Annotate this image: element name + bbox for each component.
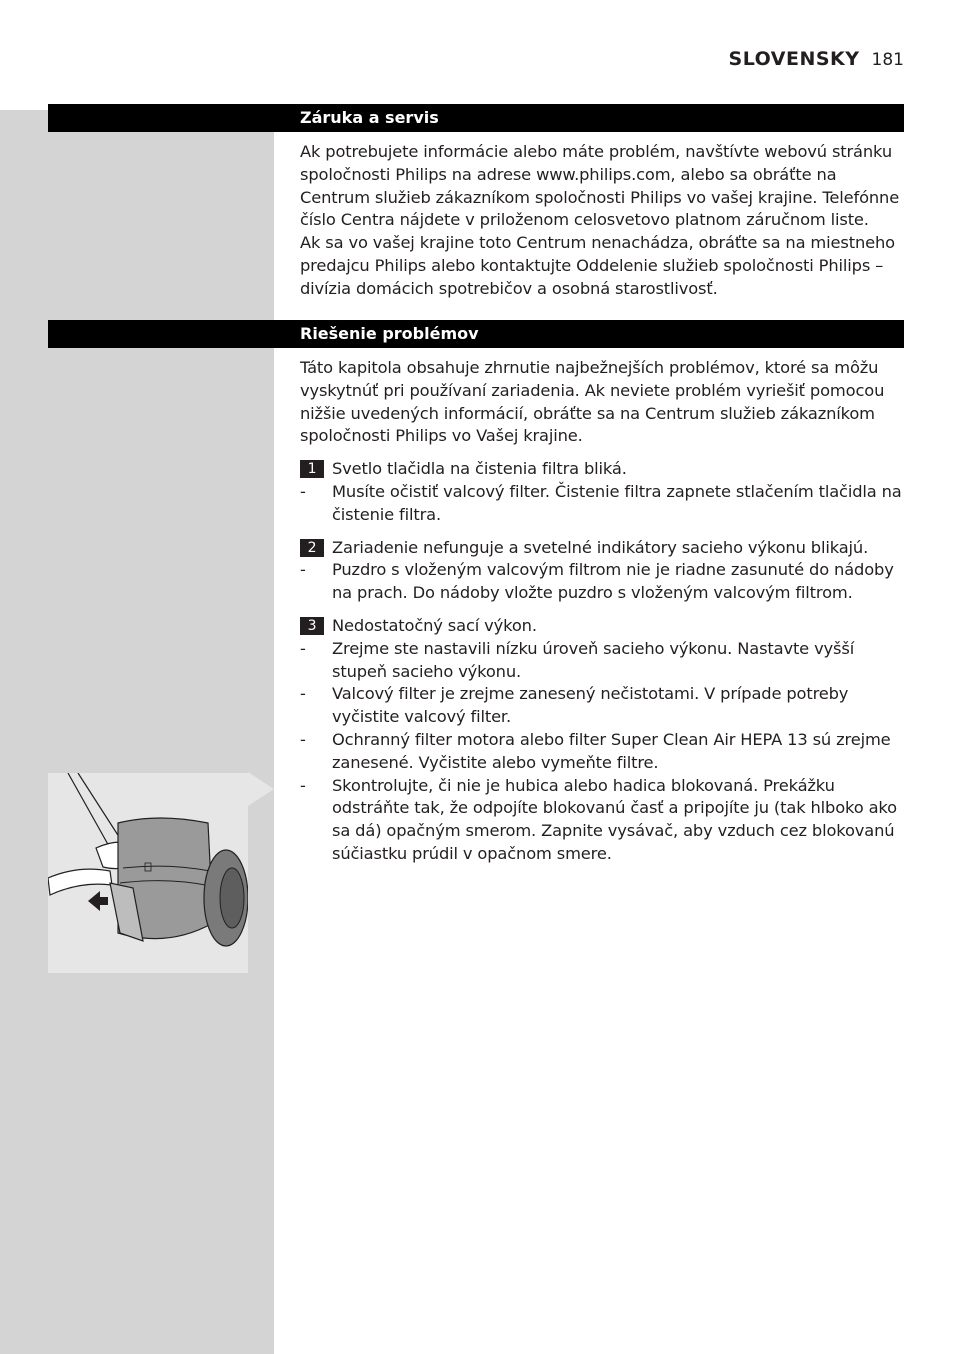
solution-item [300,559,904,605]
section-header-troubleshooting [48,320,904,348]
solution-text: Musíte očistiť valcový filter. Čistenie filtra zapnete stlačením tlačidla na čistenie filtra. [332,481,902,524]
bullet-dash: - [300,775,306,795]
text-line: Táto kapitola obsahuje zhrnutie najbežnejších problémov, ktoré sa môžu [300,358,879,377]
text-line: Ak sa vo vašej krajine toto Centrum nenachádza, obráťte sa na miestneho [300,233,895,253]
bullet-dash: - [300,729,306,749]
vacuum-illustration [48,773,248,973]
figure-pointer-arrow [248,772,274,806]
solution-item [300,775,904,866]
text-line: divízia domácich spotrebičov a osobná starostlivosť. [300,278,718,298]
text-line: predajcu Philips alebo kontaktujte Oddelenie služieb spoločnosti Philips – [300,255,884,275]
bullet-dash: - [300,638,306,658]
problem-item [300,458,904,481]
page-header [729,48,904,70]
section-title: Riešenie problémov [300,324,479,343]
solution-item [300,481,904,527]
problem-number: 1 [300,460,324,478]
solution-item [300,638,904,684]
warranty-text [300,141,904,301]
text-line: spoločnosti Philips vo Vašej krajine. [300,426,583,446]
troubleshooting-text [300,357,904,866]
text-line: Ak potrebujete informácie alebo máte problém, navštívte webovú stránku [300,142,893,161]
problem-text: Svetlo tlačidla na čistenia filtra bliká. [332,459,627,479]
bullet-dash: - [300,481,306,501]
text-line: vyskytnúť pri používaní zariadenia. Ak neviete problém vyriešiť pomocou [300,380,885,400]
text-line: nižšie uvedených informácií, obráťte sa na Centrum služieb zákazníkom [300,403,875,423]
solution-text: Skontrolujte, či nie je hubica alebo hadica blokovaná. Prekážku odstráňte tak, že odpojíte blokovanú časť a pripojíte ju (tak hlboko ako sa dá) opačným smerom. Zapnite vysávač, aby vzduch cez blokovanú súčiastku prúdil v opačnom smere. [332,775,897,863]
text-line: číslo Centra nájdete v priloženom celosvetovo platnom záručnom liste. [300,210,869,230]
problem-number: 2 [300,539,324,557]
language-label: SLOVENSKY [728,48,860,70]
problem-item [300,615,904,638]
section-header-warranty [48,104,904,132]
bullet-dash: - [300,684,306,704]
problem-text: Nedostatočný sací výkon. [332,615,537,635]
section-title: Záruka a servis [300,108,439,127]
solution-text: Puzdro s vloženým valcovým filtrom nie je riadne zasunuté do nádoby na prach. Do nádoby vložte puzdro s vloženým valcovým filtrom. [332,560,894,603]
problem-text: Zariadenie nefunguje a svetelné indikátory sacieho výkonu blikajú. [332,537,869,557]
solution-text: Ochranný filter motora alebo filter Super Clean Air HEPA 13 sú zrejme zanesené. Vyčistite alebo vymeňte filtre. [332,729,891,772]
text-line: Centrum služieb zákazníkom spoločnosti Philips vo vašej krajine. Telefónne [300,187,900,207]
solution-item [300,729,904,775]
problem-item [300,537,904,560]
sidebar-margin [0,110,274,1354]
page-number: 181 [871,50,904,70]
solution-text: Valcový filter je zrejme zanesený nečistotami. V prípade potreby vyčistite valcový filter. [332,684,849,727]
solution-item [300,683,904,729]
solution-text: Zrejme ste nastavili nízku úroveň sacieho výkonu. Nastavte vyšší stupeň sacieho výkonu. [332,638,855,681]
text-line: spoločnosti Philips na adrese www.philips.com, alebo sa obráťte na [300,164,837,184]
bullet-dash: - [300,560,306,580]
problem-number: 3 [300,617,324,635]
